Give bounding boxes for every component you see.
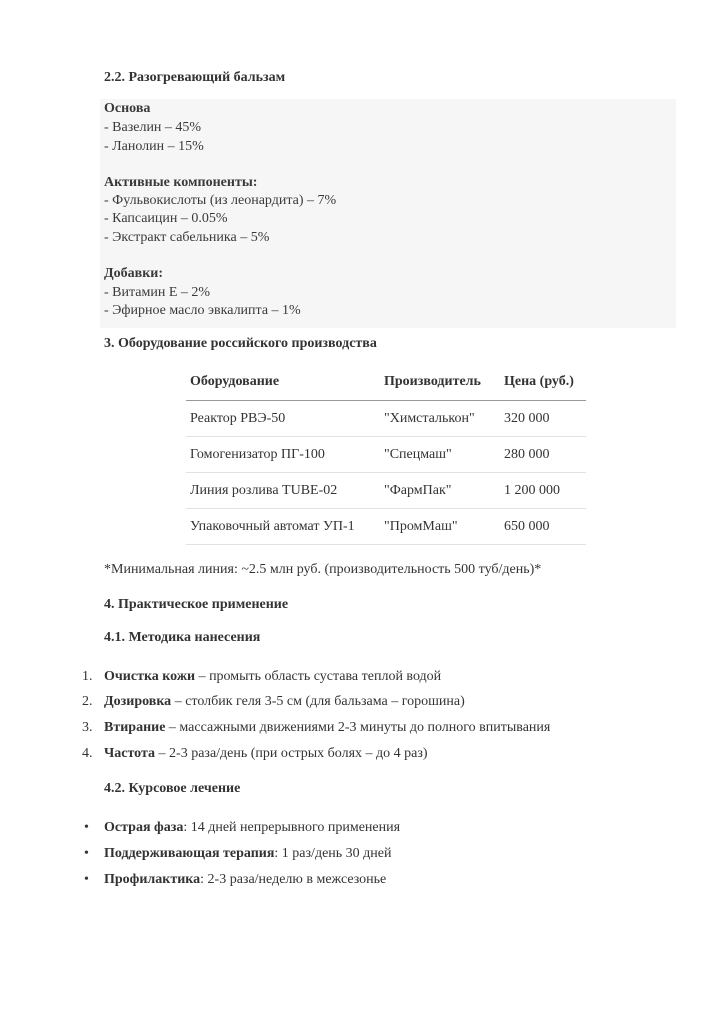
- cell-manufacturer: "Спецмаш": [380, 437, 500, 473]
- additives-item: - Витамин Е – 2%: [104, 285, 211, 300]
- step-number: 2.: [82, 694, 93, 709]
- additives-item: - Эфирное масло эвкалипта – 1%: [104, 303, 301, 318]
- table-row: [186, 509, 586, 545]
- bullet-icon: •: [84, 846, 89, 861]
- step-text: – промыть область сустава теплой водой: [195, 669, 442, 684]
- step-term: Частота: [104, 746, 156, 761]
- cell-equipment: Упаковочный автомат УП-1: [186, 509, 380, 545]
- list-item: [104, 694, 465, 710]
- col-header-manufacturer: Производитель: [380, 364, 500, 401]
- table-header-row: [186, 364, 586, 401]
- cell-price: 650 000: [500, 509, 586, 545]
- cell-manufacturer: "ФармПак": [380, 473, 500, 509]
- list-item: [104, 720, 550, 736]
- course-term: Поддерживающая терапия: [104, 846, 275, 861]
- course-text: : 2-3 раза/неделю в межсезонье: [200, 872, 387, 887]
- col-header-price: Цена (руб.): [500, 364, 586, 401]
- course-text: : 1 раз/день 30 дней: [274, 846, 392, 861]
- table-row: [186, 401, 586, 437]
- step-term: Втирание: [104, 720, 166, 735]
- table-row: [186, 473, 586, 509]
- cell-equipment: Гомогенизатор ПГ-100: [186, 437, 380, 473]
- step-text: – столбик геля 3-5 см (для бальзама – горошина): [171, 694, 465, 709]
- section-4-title: 4. Практическое применение: [104, 597, 289, 612]
- equipment-note: *Минимальная линия: ~2.5 млн руб. (производительность 500 туб/день)*: [104, 562, 542, 577]
- bullet-icon: •: [84, 872, 89, 887]
- base-item: - Вазелин – 45%: [104, 120, 202, 135]
- section-2-2-title: 2.2. Разогревающий бальзам: [104, 70, 286, 85]
- section-4-2-title: 4.2. Курсовое лечение: [104, 781, 241, 796]
- col-header-equipment: Оборудование: [186, 364, 380, 401]
- step-term: Дозировка: [104, 694, 172, 709]
- cell-manufacturer: "ПромМаш": [380, 509, 500, 545]
- list-item: [104, 846, 391, 862]
- step-text: – 2-3 раза/день (при острых болях – до 4 раз): [155, 746, 428, 761]
- cell-equipment: Линия розлива TUBE-02: [186, 473, 380, 509]
- active-item: - Экстракт сабельника – 5%: [104, 230, 270, 245]
- section-4-1-title: 4.1. Методика нанесения: [104, 630, 261, 645]
- equipment-table: [186, 364, 586, 545]
- active-item: - Фульвокислоты (из леонардита) – 7%: [104, 193, 337, 208]
- cell-manufacturer: "Химсталькон": [380, 401, 500, 437]
- cell-price: 1 200 000: [500, 473, 586, 509]
- list-item: [104, 746, 428, 762]
- list-item: [104, 872, 386, 888]
- cell-price: 320 000: [500, 401, 586, 437]
- bullet-icon: •: [84, 820, 89, 835]
- course-term: Профилактика: [104, 872, 201, 887]
- course-text: : 14 дней непрерывного применения: [183, 820, 401, 835]
- active-heading: Активные компоненты:: [104, 175, 258, 190]
- step-number: 1.: [82, 669, 93, 684]
- course-term: Острая фаза: [104, 820, 184, 835]
- list-item: [104, 669, 441, 685]
- step-term: Очистка кожи: [104, 669, 196, 684]
- active-item: - Капсаицин – 0.05%: [104, 211, 228, 226]
- section-3-title: 3. Оборудование российского производства: [104, 336, 377, 351]
- cell-equipment: Реактор РВЭ-50: [186, 401, 380, 437]
- step-text: – массажными движениями 2-3 минуты до полного впитывания: [165, 720, 551, 735]
- step-number: 3.: [82, 720, 93, 735]
- additives-heading: Добавки:: [104, 266, 163, 281]
- step-number: 4.: [82, 746, 93, 761]
- base-heading: Основа: [104, 101, 151, 116]
- cell-price: 280 000: [500, 437, 586, 473]
- table-row: [186, 437, 586, 473]
- base-item: - Ланолин – 15%: [104, 139, 204, 154]
- list-item: [104, 820, 400, 836]
